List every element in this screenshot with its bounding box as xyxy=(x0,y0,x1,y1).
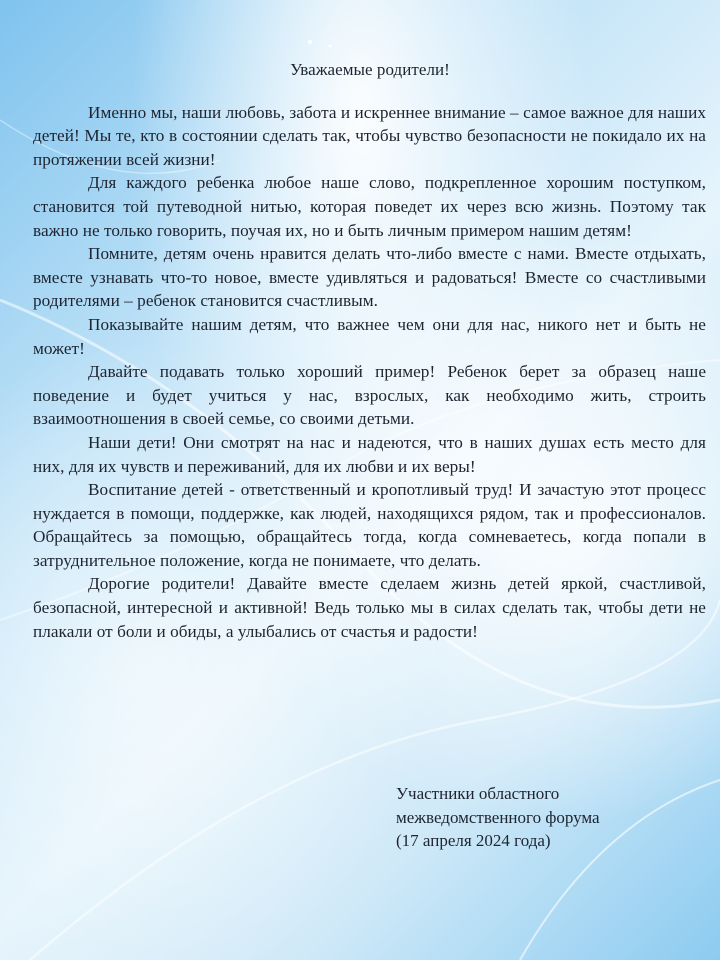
paragraph-2: Для каждого ребенка любое наше слово, подкрепленное хорошим поступком, становится той путеводной нитью, которая поведет их через всю жизнь. Поэтому так важно не только говорить, поучая их, но и быть личным примером нашим детям! xyxy=(33,173,706,240)
paragraph-5: Давайте подавать только хороший пример! Ребенок берет за образец наше поведение и будет учиться у нас, взрослых, как необходимо жить, строить взаимоотношения в своей семье, со своими детьми. xyxy=(33,362,706,429)
letter-paragraphs xyxy=(33,101,706,644)
paragraph-3: Помните, детям очень нравится делать что-либо вместе с нами. Вместе отдыхать, вместе узнавать что-то новое, вместе удивляться и радоваться! Вместе со счастливыми родителями – ребенок становится счастливым. xyxy=(33,244,706,311)
signature-date: (17 апреля 2024 года) xyxy=(396,831,551,851)
paragraph-7: Воспитание детей - ответственный и кропотливый труд! И зачастую этот процесс нуждается в помощи, поддержке, как людей, находящихся рядом, так и профессионалов. Обращайтесь за помощью, обращайтесь тогда, когда сомневаетесь, когда попали в затруднительное положение, когда не понимаете, что делать. xyxy=(33,480,706,570)
letter-body xyxy=(33,58,708,643)
paragraph-6: Наши дети! Они смотрят на нас и надеются, что в наших душах есть место для них, для их чувств и переживаний, для их любви и их веры! xyxy=(33,432,706,476)
paragraph-1: Именно мы, наши любовь, забота и искреннее внимание – самое важное для наших детей! Мы те, кто в состоянии сделать так, чтобы чувство безопасности не покидало их на протяжении всей жизни! xyxy=(33,102,706,169)
signature-line-2: межведомственного форума xyxy=(396,807,600,827)
paragraph-4: Показывайте нашим детям, что важнее чем они для нас, никого нет и быть не может! xyxy=(33,314,706,358)
signature-block xyxy=(396,782,600,853)
paragraph-8: Дорогие родители! Давайте вместе сделаем жизнь детей яркой, счастливой, безопасной, интересной и активной! Ведь только мы в силах сделать так, чтобы дети не плакали от боли и обиды, а улыбались от счастья и радости! xyxy=(33,574,706,641)
signature-line-1: Участники областного xyxy=(396,784,560,803)
letter-title: Уважаемые родители! xyxy=(290,60,450,79)
